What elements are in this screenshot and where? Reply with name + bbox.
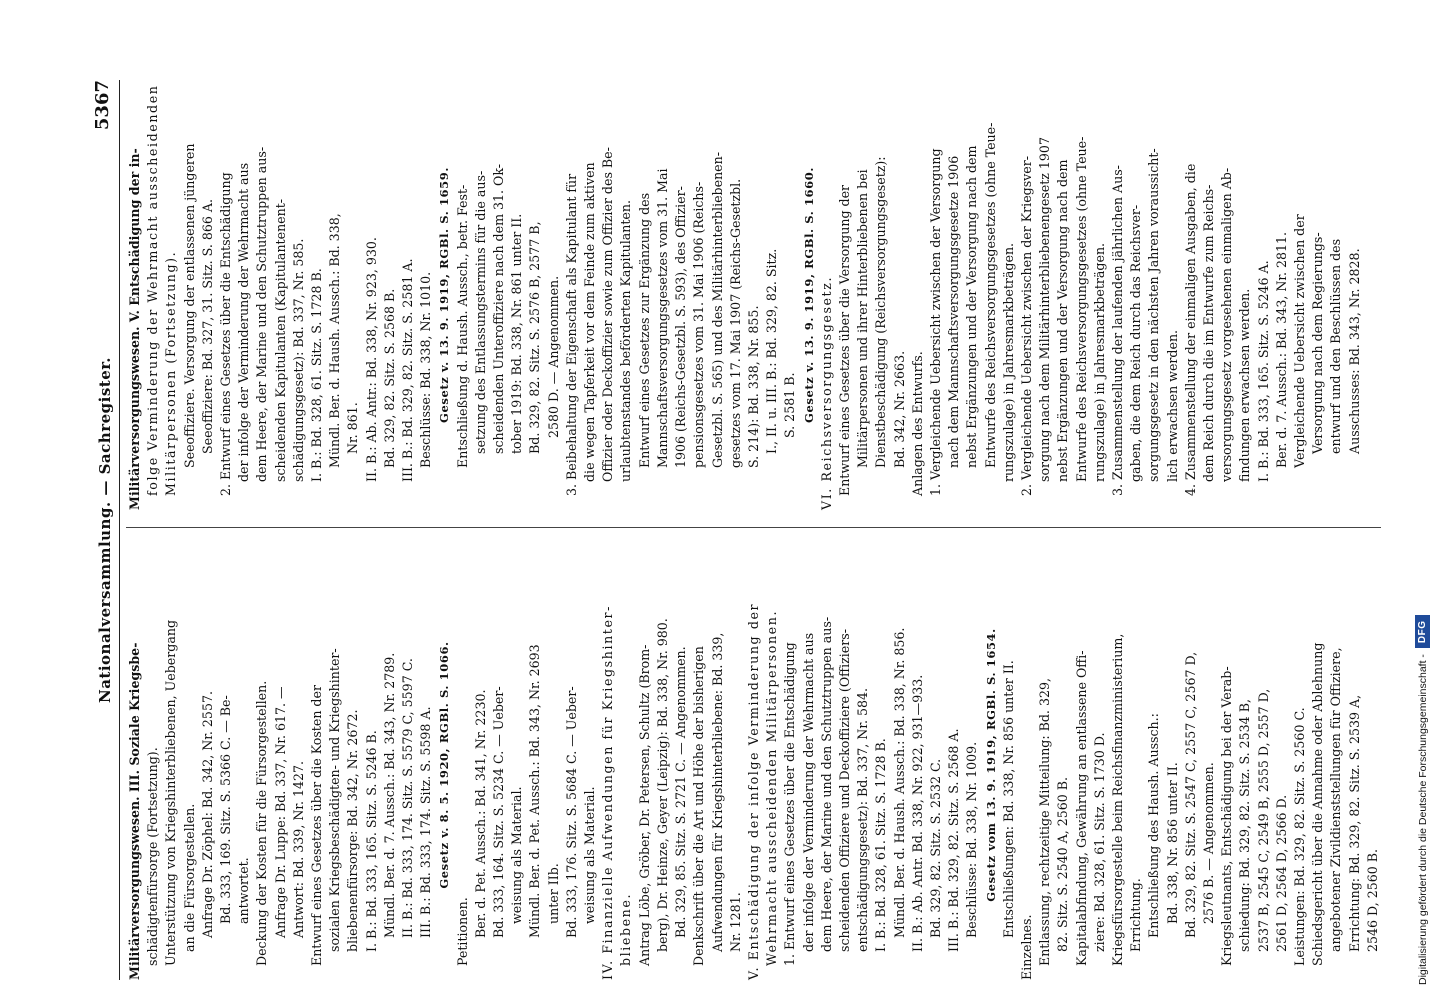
index-line: dem Reich durch die im Entwurfe zum Reichs- — [1200, 184, 1216, 482]
index-line: sozialen Kriegsbeschädigten- und Kriegshinter- — [327, 648, 343, 952]
column-divider — [126, 527, 1381, 528]
index-line: Errichtung. — [1128, 878, 1144, 952]
index-line: Mündl. Ber. d. Haush. Aussch.: Bd. 338, — [327, 213, 343, 468]
index-line: 2561 D, 2564 D, 2566 D. — [1273, 794, 1289, 952]
page-number: 5367 — [92, 80, 113, 131]
index-line: III. B.: Bd. 329, 82. Sitz. S. 2568 A. — [946, 728, 962, 952]
index-line: Bd. 333, 169. Sitz. S. 5366 C. — Be- — [218, 695, 234, 924]
index-line: Errichtung: Bd. 329, 82. Sitz. S. 2539 A, — [1346, 694, 1362, 952]
index-line: VI. Reichsversorgungsgesetz. — [818, 275, 834, 510]
index-line: der infolge der Verminderung der Wehrmacht aus — [800, 632, 816, 952]
index-line: gesetzes vom 17. Mai 1907 (Reichs-Gesetzbl. — [727, 178, 743, 468]
index-line: Ber. d. Pet. Aussch.: Bd. 341, Nr. 2230. — [472, 689, 488, 938]
index-line: Bd. 342, Nr. 2663. — [891, 350, 907, 468]
index-line: Vergleichende Uebersicht zwischen der — [1292, 214, 1307, 468]
index-line: der infolge der Verminderung der Wehrmacht aus — [236, 162, 252, 482]
index-line: 1. Entwurf eines Gesetzes über die Entschädigung — [782, 642, 798, 966]
index-line: I. B.: Bd. 328, 61. Sitz. S. 1728 B. — [309, 268, 325, 482]
index-line: Militärversorgungswesen. III. Soziale Kriegsbe- — [127, 642, 142, 980]
index-line: S. 2581 B. — [782, 372, 798, 438]
index-line: angebotener Zivildienststellungen für Offiziere, — [1328, 647, 1344, 952]
index-line: scheidenden Unteroffiziere nach dem 31. Ok- — [491, 163, 507, 454]
index-line: rungszulage) in Jahresmarkbeträgen. — [1091, 242, 1107, 482]
index-line: Anfrage Dr. Zöphel: Bd. 342, Nr. 2557. — [199, 691, 215, 938]
index-line: Mündl. Ber. d. Haush. Aussch.: Bd. 338, Nr. 856. — [891, 627, 907, 938]
index-line: 2576 B. — Angenommen. — [1200, 762, 1216, 924]
credit-text: Digitalisierung gefördert durch die Deutsche Forschungsgemeinschaft - — [1416, 654, 1429, 985]
index-line: nach dem Mannschaftsversorgungsgesetze 1906 — [946, 155, 962, 468]
left-column — [126, 550, 1382, 980]
index-line: gaben, die dem Reich durch das Reichsver- — [1128, 204, 1144, 482]
index-line: schädigungsgesetz): Bd. 337, Nr. 585. — [290, 238, 306, 482]
index-line: Entwurfe des Reichsversorgungsgesetzes (ohne Teue- — [1073, 136, 1089, 482]
right-column — [126, 80, 1364, 510]
index-line: Entschließung des Haush. Aussch.: — [1146, 713, 1162, 938]
index-line: 2537 B, 2545 C, 2549 B, 2555 D, 2557 D, — [1255, 688, 1271, 952]
index-line: Bd. 329, 85. Sitz. S. 2721 C. — Angenommen. — [673, 646, 689, 938]
index-line: Denkschrift über die Art und Höhe der bisherigen — [691, 646, 707, 966]
index-line: scheidenden Kapitulanten (Kapitulantenent- — [272, 198, 288, 482]
index-line: Entwurf eines Gesetzes über die Kosten der — [309, 685, 325, 966]
index-line: I. B.: Bd. 328, 61. Sitz. S. 1728 B. — [873, 738, 889, 952]
index-line: I. B.: Bd. 333, 165. Sitz. S. 5246 B. — [363, 730, 379, 952]
index-line: III. B.: Bd. 329, 82. Sitz. S. 2581 A. — [400, 258, 416, 482]
index-line: setzung des Entlassungstermins für die aus- — [472, 170, 488, 454]
index-line: Aufwendungen für Kriegshinterbliebene: Bd. 339, — [709, 632, 725, 952]
index-line: an die Fürsorgestellen. — [181, 803, 197, 952]
index-line: 1906 (Reichs-Gesetzbl. S. 593), des Offizier- — [673, 186, 689, 468]
index-line: Militärpersonen und ihrer Hinterbliebenen bei — [855, 169, 871, 468]
page-header — [92, 80, 120, 980]
index-line: Petitionen. — [454, 897, 470, 966]
digitization-credit — [1415, 615, 1430, 985]
dfg-logo: DFG — [1415, 615, 1430, 648]
index-line: Dienstbeschädigung (Reichsversorgungsgesetz): — [873, 156, 889, 468]
index-line: findungen erwachsen werden. — [1237, 288, 1253, 482]
index-line: Leistungen: Bd. 329, 82. Sitz. S. 2560 C. — [1292, 707, 1307, 966]
index-line: Bd. 329, 82. Sitz. S. 2547 C, 2557 C, 2567 D, — [1182, 651, 1198, 938]
index-line: Versorgung nach dem Regierungs- — [1310, 232, 1326, 454]
index-line: Bd. 329, 82. Sitz. S. 2576 B, 2577 B, — [527, 221, 543, 454]
index-line: 4. Zusammenstellung der einmaligen Ausgaben, die — [1182, 163, 1198, 496]
index-line: Gesetzbl. S. 565) und des Militärhinterbliebenen- — [709, 152, 725, 468]
header-rule — [119, 80, 120, 980]
rotated-page — [92, 80, 1402, 980]
index-line: 1. Vergleichende Uebersicht zwischen der Versorgung — [927, 148, 943, 496]
index-line: weisung als Material. — [582, 786, 598, 924]
index-line: 3. Beibehaltung der Eigenschaft als Kapitulant für — [563, 173, 579, 496]
index-line: 2. Vergleichende Uebersicht zwischen der Kriegsver- — [1018, 155, 1034, 496]
index-line: Offizier oder Deckoffizier sowie zum Offizier des Be- — [600, 147, 616, 482]
index-line: Gesetz v. 13. 9. 1919, RGBl. S. 1660. — [801, 167, 816, 423]
index-line: Mündl. Ber. d. 7. Aussch.: Bd. 343, Nr. 2789. — [381, 652, 397, 938]
index-line: Antrag Löbe, Gröber, Dr. Petersen, Schultz (Brom- — [636, 644, 652, 966]
index-line: Antwort: Bd. 339, Nr. 1427. — [290, 760, 306, 938]
index-line: Entschließung d. Haush. Aussch., betr. Fest- — [454, 184, 470, 468]
index-line: Entschließungen: Bd. 338, Nr. 856 unter II. — [1000, 660, 1016, 938]
index-line: II. B.: Bd. 333, 174. Sitz. S. 5579 C, 5597 C. — [400, 658, 416, 938]
index-line: Ausschusses: Bd. 343, Nr. 2828. — [1346, 248, 1362, 454]
index-line: Seeoffiziere: Bd. 327, 31. Sitz. S. 866 A. — [199, 198, 215, 454]
index-line: Militärpersonen (Fortsetzung). — [163, 250, 179, 496]
index-line: sorgungsgesetz in den nächsten Jahren voraussicht- — [1146, 148, 1162, 482]
index-line: Nr. 1281. — [727, 892, 743, 952]
index-line: Kriegsleutnants, Entschädigung bei der Verab- — [1219, 666, 1235, 966]
index-line: Wehrmacht ausscheidenden Militärpersonen. — [764, 609, 780, 966]
index-line: bliebenenfürsorge: Bd. 342, Nr. 2672. — [345, 709, 361, 952]
index-line: sorgung nach dem Militärhinterbliebenengesetz 1907 — [1037, 137, 1053, 482]
index-line: Anlagen des Entwurfs. — [909, 351, 925, 496]
index-line: Deckung der Kosten für die Fürsorgestellen. — [254, 680, 270, 966]
index-line: Schiedsgericht über die Annahme oder Ablehnung — [1310, 642, 1326, 966]
index-line: Kriegsfürsorgestelle beim Reichsfinanzministerium, — [1109, 633, 1125, 966]
index-line: 2546 D, 2560 B. — [1364, 848, 1380, 952]
index-line: Entlassung, rechtzeitige Mitteilung: Bd. 329, — [1037, 678, 1053, 966]
index-line: 3. Zusammenstellung der laufenden jährlichen Aus- — [1109, 165, 1125, 496]
index-line: V. Entschädigung der infolge Verminderung der — [745, 602, 761, 980]
index-line: nebst Ergänzungen und der Versorgung nach dem — [964, 145, 980, 468]
index-line: Nr. 861. — [345, 402, 361, 454]
index-line: bliebene. — [618, 892, 634, 966]
index-line: II. B.: Ab. Antr.: Bd. 338, Nr. 923, 930. — [363, 237, 379, 482]
index-line: weisung als Material. — [509, 786, 525, 924]
index-line: entwurf und den Beschlüssen des — [1328, 238, 1344, 454]
index-line: S. 214): Bd. 338, Nr. 855. — [745, 305, 761, 468]
index-line: berg), Dr. Heinze, Geyer (Leipzig): Bd. 338, Nr. 980. — [654, 618, 670, 952]
index-line: Seeoffiziere. Versorgung der entlassenen jüngeren — [181, 143, 197, 468]
index-line: I., II. u. III. B.: Bd. 329, 82. Sitz. — [764, 248, 780, 454]
index-line: Anfrage Dr. Luppe: Bd. 337, Nr. 617. — — [272, 686, 288, 938]
index-line: tober 1919: Bd. 338, Nr. 861 unter II. — [509, 213, 525, 454]
index-line: Beschlüsse: Bd. 338, Nr. 1010. — [418, 271, 434, 468]
index-line: Bd. 333, 164. Sitz. S. 5234 C. — Ueber- — [491, 686, 507, 938]
index-line: ziere: Bd. 328, 61. Sitz. S. 1730 D. — [1091, 732, 1107, 952]
index-line: entschädigungsgesetz): Bd. 337, Nr. 584. — [855, 687, 871, 952]
index-line: I. B.: Bd. 333, 165. Sitz. S. 5246 A. — [1255, 260, 1271, 482]
index-line: Kapitalabfindung, Gewährung an entlassene Offi- — [1073, 650, 1089, 966]
index-line: dem Heere, der Marine und den Schutztruppen aus- — [818, 616, 834, 952]
index-line: folge Verminderung der Wehrmacht ausscheidenden — [145, 84, 161, 496]
index-line: Unterstützung von Kriegshinterbliebenen, Uebergang — [163, 619, 179, 966]
index-line: Militärversorgungswesen. V. Entschädigung der in- — [127, 148, 142, 510]
index-line: lich erwachsen werden. — [1164, 329, 1180, 482]
index-line: versorgungsgesetz vorgesehenen einmaligen Ab- — [1219, 167, 1235, 482]
page-title: Nationalversammlung. — Sachregister. — [96, 357, 114, 704]
index-line: Entwurf eines Gesetzes zur Ergänzung des — [636, 192, 652, 468]
index-line: nebst Ergänzungen und der Versorgung nach dem — [1055, 159, 1071, 482]
index-line: Bd. 329, 82. Sitz. S. 2532 C. — [927, 758, 943, 938]
index-line: Einzelnes. — [1018, 914, 1034, 980]
index-line: Mannschaftsversorgungsgesetzes vom 31. Mai — [654, 168, 670, 468]
index-line: Bd. 329, 82. Sitz. S. 2568 B. — [381, 288, 397, 468]
index-line: Beschlüsse: Bd. 338, Nr. 1009. — [964, 741, 980, 938]
index-line: Entwurf eines Gesetzes über die Versorgung der — [836, 184, 852, 496]
index-line: 82. Sitz. S. 2540 A, 2560 B. — [1055, 776, 1071, 952]
index-line: IV. Finanzielle Aufwendungen für Kriegshinter- — [600, 605, 616, 980]
index-line: rungszulage) in Jahresmarkbeträgen. — [1000, 242, 1016, 482]
index-line: die wegen Tapferkeit vor dem Feinde zum aktiven — [582, 162, 598, 482]
index-line: schädigtenfürsorge (Fortsetzung). — [145, 747, 161, 966]
index-line: Bd. 333, 176. Sitz. S. 5684 C. — Ueber- — [563, 686, 579, 938]
index-line: III. B.: Bd. 333, 174. Sitz. S. 5598 A. — [418, 706, 434, 938]
index-line: Gesetz v. 8. 5. 1920, RGBl. S. 1066. — [437, 641, 452, 889]
index-line: pensionsgesetzes vom 31. Mai 1906 (Reichs- — [691, 181, 707, 468]
index-line: Bd. 338, Nr. 856 unter II. — [1164, 762, 1180, 924]
index-line: II. B.: Ab. Antr. Bd. 338, Nr. 922, 931—933. — [909, 674, 925, 952]
index-line: dem Heere, der Marine und den Schutztruppen aus- — [254, 146, 270, 482]
index-line: Ber. d. 7. Aussch.: Bd. 343, Nr. 2811. — [1273, 231, 1289, 468]
index-line: urlaubtenstandes beförderten Kapitulanten. — [618, 200, 634, 482]
index-line: schiedung: Bd. 329, 82. Sitz. S. 2534 B, — [1237, 699, 1253, 952]
index-line: unter IIb. — [545, 863, 561, 924]
index-line: scheidenden Offiziere und Deckoffiziere (Offiziers- — [836, 629, 852, 952]
index-line: Mündl. Ber. d. Pet. Aussch.: Bd. 343, Nr. 2693 — [527, 644, 543, 938]
index-line: Entwurfe des Reichsversorgungsgesetzes (ohne Teue- — [982, 122, 998, 468]
index-line: Gesetz vom 13. 9. 1919, RGBl. S. 1654. — [983, 628, 998, 902]
index-line: antwortet. — [236, 857, 252, 924]
index-line: 2580 D. — Angenommen. — [545, 275, 561, 438]
index-line: 2. Entwurf eines Gesetzes über die Entschädigung — [218, 172, 234, 496]
index-line: Gesetz v. 13. 9. 1919, RGBl. S. 1659. — [437, 167, 452, 423]
